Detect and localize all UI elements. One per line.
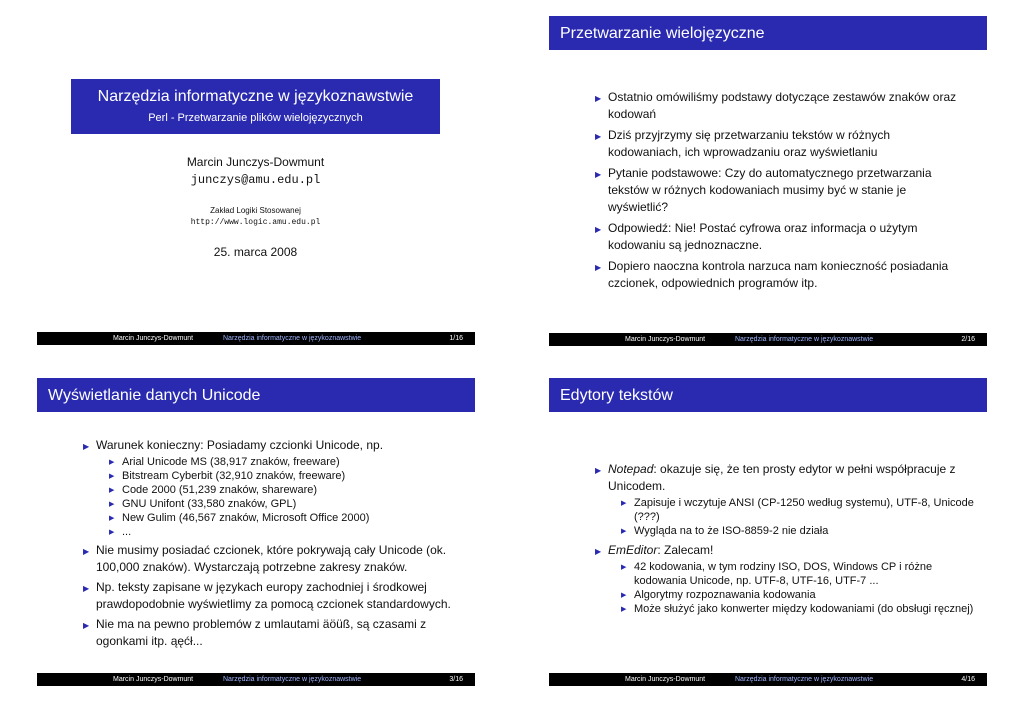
triangle-bullet-icon: ▶ bbox=[595, 132, 602, 141]
triangle-bullet-icon: ▶ bbox=[109, 515, 115, 522]
slide-2 bbox=[549, 16, 987, 346]
triangle-bullet-icon: ▶ bbox=[83, 621, 90, 630]
triangle-bullet-icon: ▶ bbox=[595, 170, 602, 179]
sub-list-item: ▶ GNU Unifont (33,580 znaków, GPL) bbox=[109, 498, 297, 510]
list-item: ▶ Nie musimy posiadać czcionek, które pokrywają cały Unicode (ok. 100,000 znaków). Wystarczają potrzebne zakresy znaków. bbox=[83, 543, 447, 574]
slide-footer bbox=[37, 332, 475, 345]
triangle-bullet-icon: ▶ bbox=[109, 459, 115, 466]
slide-title: Edytory tekstów bbox=[549, 378, 987, 412]
footer-title: Narzędzia informatyczne w językoznawstwie bbox=[223, 335, 362, 342]
slide-1 bbox=[37, 37, 475, 345]
footer-title: Narzędzia informatyczne w językoznawstwie bbox=[735, 676, 874, 683]
sub-list bbox=[608, 496, 975, 538]
slide-title: Wyświetlanie danych Unicode bbox=[37, 378, 475, 412]
institute-url: http://www.logic.amu.edu.pl bbox=[190, 218, 321, 227]
slide-footer bbox=[549, 673, 987, 686]
footer-page-number: 3/16 bbox=[449, 676, 463, 683]
presentation-date: 25. marca 2008 bbox=[213, 245, 298, 259]
triangle-bullet-icon: ▶ bbox=[621, 592, 627, 599]
sub-list-item: ▶ Arial Unicode MS (38,917 znaków, freeware) bbox=[109, 456, 340, 468]
presentation-subtitle: Perl - Przetwarzanie plików wielojęzycznych bbox=[148, 112, 363, 124]
sub-list-item: ▶ ... bbox=[109, 526, 132, 538]
triangle-bullet-icon: ▶ bbox=[595, 94, 602, 103]
list-item: ▶ Dziś przyjrzymy się przetwarzaniu tekstów w różnych kodowaniach, ich wprowadzaniu oraz wyświetlaniu bbox=[595, 128, 891, 159]
footer-author: Marcin Junczys-Dowmunt bbox=[113, 676, 194, 683]
sub-list-item: ▶ Code 2000 (51,239 znaków, shareware) bbox=[109, 484, 318, 496]
institute: Zakład Logiki Stosowanej bbox=[210, 206, 301, 215]
title-box bbox=[71, 79, 440, 134]
sub-list-item: ▶ 42 kodowania, w tym rodziny ISO, DOS, Windows CP i różne kodowania Unicode, np. UTF-8, UTF-16, UTF-7 ... bbox=[621, 561, 933, 587]
slide-footer bbox=[549, 333, 987, 346]
slide-4 bbox=[549, 378, 987, 686]
list-item: ▶ Notepad: okazuje się, że ten prosty edytor w pełni współpracuje z Unicodem. ▶ Zapisuje i wczytuje ANSI (CP-1250 według systemu), UTF-8, Unicode (???) ▶ Wygląda na to że ISO-8859-2 nie działa bbox=[595, 462, 974, 537]
triangle-bullet-icon: ▶ bbox=[621, 500, 627, 507]
bullet-list bbox=[595, 461, 975, 620]
list-item: ▶ Warunek konieczny: Posiadamy czcionki Unicode, np. ▶ Arial Unicode MS (38,917 znaków, freeware) ▶ Bitstream Cyberbit (32,910 znaków, freeware) ▶ Code 2000 (51,239 znaków, shareware) ▶ GNU Unifont (33,580 znaków, GPL) ▶ New Gulim (46,567 znaków, Microsoft Office 2000) ▶ ... bbox=[83, 437, 473, 539]
bullet-list bbox=[595, 89, 965, 296]
list-item: ▶ Odpowiedź: Nie! Postać cyfrowa oraz informacja o użytym kodowaniu są jednoznaczne. bbox=[595, 221, 918, 252]
sub-list-item: ▶ Algorytmy rozpoznawania kodowania bbox=[621, 589, 816, 601]
triangle-bullet-icon: ▶ bbox=[83, 547, 90, 556]
footer-page-number: 1/16 bbox=[449, 335, 463, 342]
slide-footer bbox=[37, 673, 475, 686]
footer-title: Narzędzia informatyczne w językoznawstwie bbox=[223, 676, 362, 683]
triangle-bullet-icon: ▶ bbox=[109, 487, 115, 494]
footer-author: Marcin Junczys-Dowmunt bbox=[113, 335, 194, 342]
sub-list-item: ▶ New Gulim (46,567 znaków, Microsoft Office 2000) bbox=[109, 512, 370, 524]
triangle-bullet-icon: ▶ bbox=[595, 225, 602, 234]
author-name: Marcin Junczys-Dowmunt bbox=[186, 155, 325, 169]
footer-author: Marcin Junczys-Dowmunt bbox=[625, 336, 706, 343]
triangle-bullet-icon: ▶ bbox=[621, 528, 627, 535]
list-item: ▶ Dopiero naoczna kontrola narzuca nam konieczność posiadania czcionek, odpowiednich programów itp. bbox=[595, 259, 949, 290]
footer-author: Marcin Junczys-Dowmunt bbox=[625, 676, 706, 683]
footer-title: Narzędzia informatyczne w językoznawstwie bbox=[735, 336, 874, 343]
list-item: ▶ EmEditor: Zalecam! ▶ 42 kodowania, w tym rodziny ISO, DOS, Windows CP i różne kodowania Unicode, np. UTF-8, UTF-16, UTF-7 ... ▶ Algorytmy rozpoznawania kodowania ▶ Może służyć jako konwerter między kodowaniami (do obsługi ręcznej) bbox=[595, 543, 974, 615]
sub-list-item: ▶ Zapisuje i wczytuje ANSI (CP-1250 według systemu), UTF-8, Unicode (???) bbox=[621, 497, 974, 523]
triangle-bullet-icon: ▶ bbox=[109, 529, 115, 536]
slide-title: Przetwarzanie wielojęzyczne bbox=[549, 16, 987, 50]
list-item: ▶ Np. teksty zapisane w językach europy zachodniej i środkowej prawdopodobnie wyświetlimy za pomocą czcionek standardowych. bbox=[83, 580, 451, 611]
presentation-title: Narzędzia informatyczne w językoznawstwie bbox=[97, 88, 414, 105]
sub-list bbox=[608, 560, 975, 616]
triangle-bullet-icon: ▶ bbox=[83, 442, 90, 451]
sub-list-item: ▶ Bitstream Cyberbit (32,910 znaków, freeware) bbox=[109, 470, 346, 482]
sub-list bbox=[96, 455, 473, 539]
emeditor-name: EmEditor bbox=[608, 543, 658, 557]
list-item: ▶ Nie ma na pewno problemów z umlautami äöüß, są czasami z ogonkami itp. ąęćł... bbox=[83, 617, 427, 648]
triangle-bullet-icon: ▶ bbox=[595, 466, 602, 475]
triangle-bullet-icon: ▶ bbox=[83, 584, 90, 593]
footer-page-number: 4/16 bbox=[961, 676, 975, 683]
footer-page-number: 2/16 bbox=[961, 336, 975, 343]
triangle-bullet-icon: ▶ bbox=[621, 606, 627, 613]
triangle-bullet-icon: ▶ bbox=[109, 473, 115, 480]
bullet-list bbox=[83, 437, 473, 653]
slide-3 bbox=[37, 378, 475, 686]
triangle-bullet-icon: ▶ bbox=[621, 564, 627, 571]
sub-list-item: ▶ Wygląda na to że ISO-8859-2 nie działa bbox=[621, 525, 829, 537]
author-email: junczys@amu.edu.pl bbox=[190, 173, 321, 187]
notepad-name: Notepad bbox=[608, 462, 654, 476]
sub-list-item: ▶ Może służyć jako konwerter między kodowaniami (do obsługi ręcznej) bbox=[621, 603, 974, 615]
triangle-bullet-icon: ▶ bbox=[595, 263, 602, 272]
list-item: ▶ Pytanie podstawowe: Czy do automatycznego przetwarzania tekstów w różnych kodowaniach musimy być w stanie je wyświetlić? bbox=[595, 166, 932, 214]
list-item: ▶ Ostatnio omówiliśmy podstawy dotyczące zestawów znaków oraz kodowań bbox=[595, 90, 957, 121]
triangle-bullet-icon: ▶ bbox=[595, 547, 602, 556]
triangle-bullet-icon: ▶ bbox=[109, 501, 115, 508]
